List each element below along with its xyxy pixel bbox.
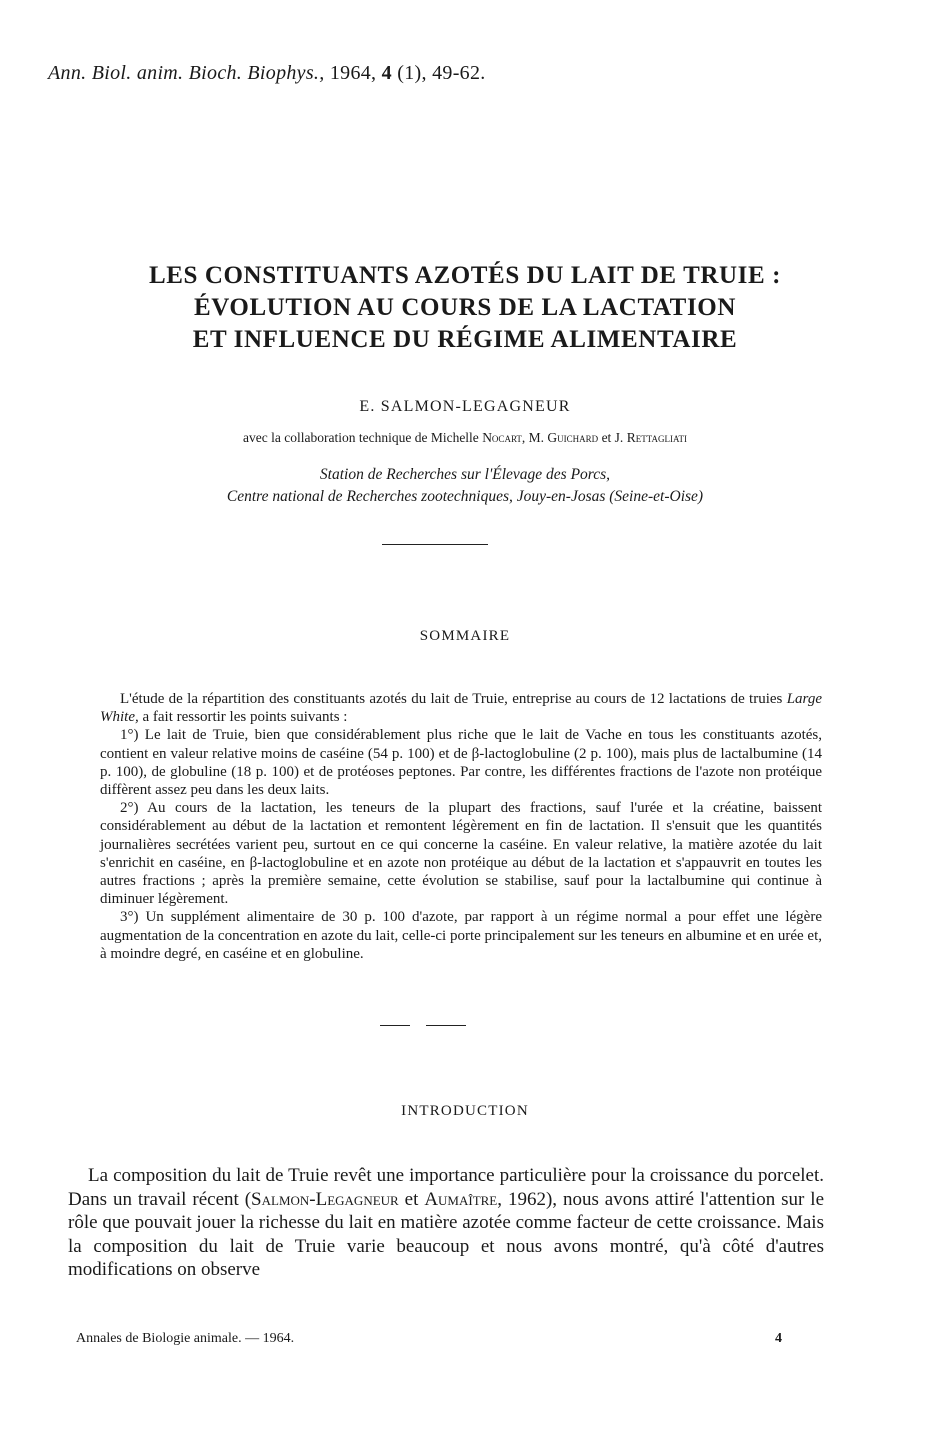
collab-name-2: Guichard [547,430,599,445]
article-title [60,260,870,356]
footer-page-number: 4 [775,1331,782,1346]
summary-point-2: 2°) Au cours de la lactation, les teneurs de la plupart des fractions, sauf l'urée et la créatine, baissent considérablement au début de la lactation et remontent légèrement en fin de lactation. Il s'ensuit que les quantités journalières secrétées varient peu, surtout en ce qui concerne la caséine. En valeur relative, la matière azotée du lait s'enrichit en caséine, en β-lactoglobuline et en azote non protéique au début de la lactation et s'appauvrit en toutes les autres fractions ; après la première semaine, cette évolution se stabilise, sauf pour la lactalbumine qui continue à diminuer légèrement. [100,800,822,908]
summary-intro [100,690,822,726]
summary-block [100,690,822,963]
intro-text-a: La composition du lait de Truie revêt une importance particulière pour la croissance du porcelet. Dans un travail récent ( [68,1165,824,1210]
separator-dash-long [426,1025,466,1026]
citation-line [48,62,486,85]
affiliation-line-2: Centre national de Recherches zootechniques, Jouy-en-Josas (Seine-et-Oise) [226,488,704,505]
summary-intro-a: L'étude de la répartition des constituants azotés du lait de Truie, entreprise au cours de 12 lactations de truies [120,691,783,707]
collab-and: et J. [601,430,624,445]
collab-name-1: Nocart, [482,430,526,445]
summary-heading: SOMMAIRE [419,628,511,644]
collab-name-3: Rettagliati [626,430,687,445]
intro-ref-2: Aumaître [424,1188,498,1210]
footer-journal: Annales de Biologie animale. — 1964. [76,1331,295,1346]
introduction-body [68,1164,824,1282]
citation-volume: 4 [381,62,392,84]
collab-prefix: avec la collaboration technique de Michelle [243,430,479,445]
summary-point-1: 1°) Le lait de Truie, bien que considérablement plus riche que le lait de Vache en tous les constituants azotés, contient en valeur relative moins de caséine (54 p. 100) et de β-lactoglobuline (2 p. 100), mais plus de lactalbumine (14 p. 100), de globuline (18 p. 100) et de protéoses peptones. Par contre, les différentes fractions de l'azote non protéique diffèrent assez peu dans les deux laits. [100,727,822,799]
separator-dash-short [380,1025,410,1026]
author-name: E. SALMON-LEGAGNEUR [359,398,571,415]
summary-point-3: 3°) Un supplément alimentaire de 30 p. 100 d'azote, par rapport à un régime normal a pour effet une légère augmentation de la concentration en azote du lait, celle-ci porte principalement sur les teneurs en albumine et en urée et, à moindre degré, en caséine et en globuline. [100,909,822,962]
title-line-3: ET INFLUENCE DU RÉGIME ALIMENTAIRE [192,326,738,353]
summary-intro-b: a fait ressortir les points suivants : [142,709,348,726]
title-line-2: ÉVOLUTION AU COURS DE LA LACTATION [194,294,736,321]
journal-name: Ann. Biol. anim. Bioch. Biophys., [48,62,325,84]
collaboration-line [0,430,930,446]
intro-text-b: et [404,1188,419,1210]
introduction-heading: INTRODUCTION [401,1103,529,1119]
separator-rule [382,544,488,545]
intro-ref-1: Salmon-Legagneur [251,1188,399,1210]
intro-text-c: , 1962), nous avons attiré l'attention sur le rôle que pouvait jouer la richesse du lait en matière azotée comme facteur de cette croissance. Mais la composition du lait de Truie varie beaucoup et nous avons montré, qu'à côté d'autres modifications on observe [68,1188,824,1281]
title-line-1: LES CONSTITUANTS AZOTÉS DU LAIT DE TRUIE : [148,262,782,289]
affiliation-line-1: Station de Recherches sur l'Élevage des Porcs, [319,466,611,483]
citation-issue-pages: (1), 49-62. [397,62,486,84]
citation-year: 1964, [329,62,377,84]
introduction-paragraph [68,1164,824,1282]
collab-initial: M. [528,430,545,445]
affiliation [0,464,930,508]
breed-name: Large White, [100,691,822,726]
